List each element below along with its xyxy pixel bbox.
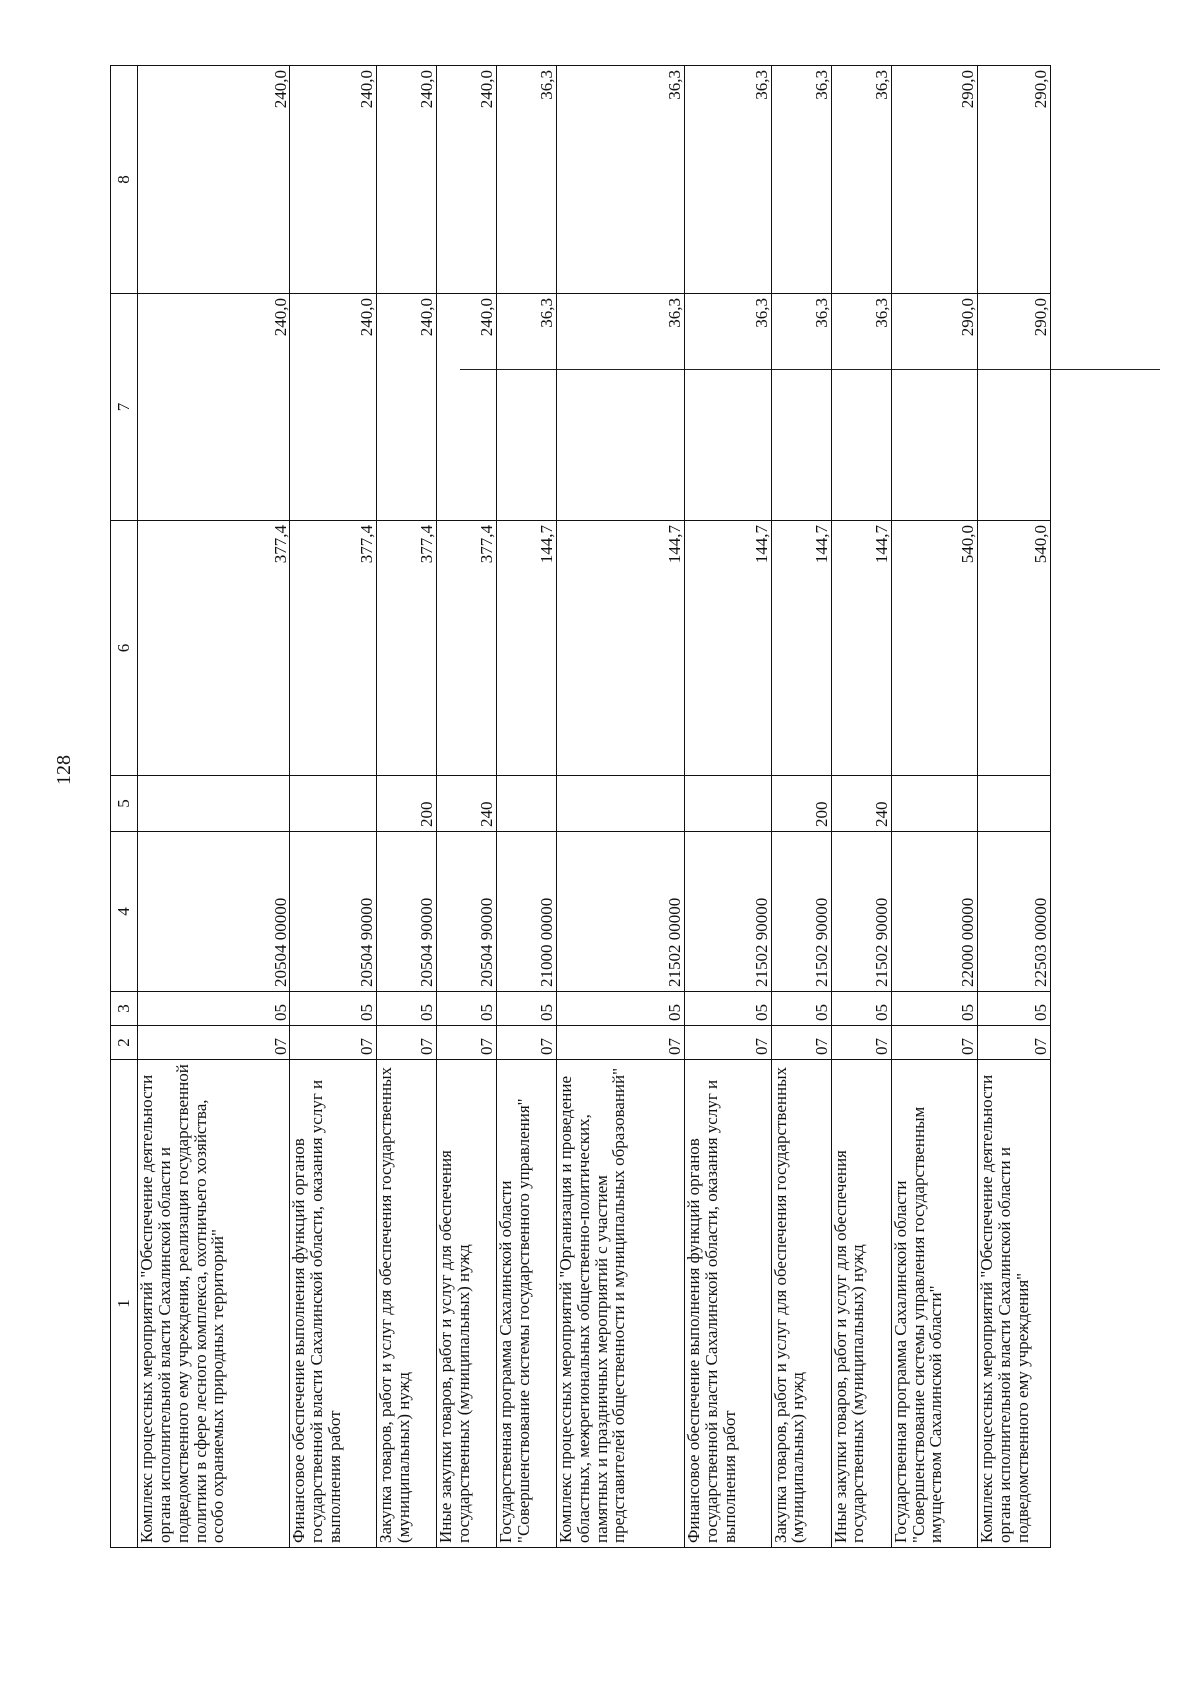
table-row (496, 66, 556, 1548)
cell-c5: 240 (831, 776, 891, 832)
cell-c4: 21502 00000 (556, 832, 684, 992)
cell-c7: 240,0 (138, 294, 290, 521)
cell-c4: 20504 90000 (436, 832, 496, 992)
cell-c7: 290,0 (891, 294, 978, 521)
row-name-cell: Закупка товаров, работ и услуг для обеспечения государственных (муниципальных) нужд (376, 1060, 436, 1548)
cell-c4: 20504 90000 (290, 832, 377, 992)
header-col-4: 4 (111, 832, 138, 992)
cell-c6: 377,4 (290, 521, 377, 776)
cell-c3: 05 (496, 992, 556, 1026)
cell-c3: 05 (891, 992, 978, 1026)
cell-c3: 05 (771, 992, 831, 1026)
cell-c4: 22000 00000 (891, 832, 978, 992)
header-col-6: 6 (111, 521, 138, 776)
row-name-cell: Иные закупки товаров, работ и услуг для обеспечения государственных (муниципальных) нужд (436, 1060, 496, 1548)
cell-c3: 05 (831, 992, 891, 1026)
cell-c4: 20504 00000 (138, 832, 290, 992)
cell-c8: 36,3 (685, 66, 772, 294)
table-body (138, 66, 1051, 1548)
table-row (978, 66, 1051, 1548)
cell-c7: 36,3 (556, 294, 684, 521)
cell-c2: 07 (978, 1026, 1051, 1060)
cell-c2: 07 (771, 1026, 831, 1060)
cell-c4: 21000 00000 (496, 832, 556, 992)
cell-c8: 240,0 (290, 66, 377, 294)
row-name-cell: Комплекс процессных мероприятий "Обеспечение деятельности органа исполнительной власти Сахалинской области и подведомственного ему учреждения, реализация государственной политики в сфере лесного комплекса, охотничьего хозяйства, особо охраняемых природных территорий" (138, 1060, 290, 1548)
row-name-cell: Комплекс процессных мероприятий "Обеспечение деятельности органа исполнительной власти Сахалинской области и подведомственного ему учреждения" (978, 1060, 1051, 1548)
cell-c7: 36,3 (771, 294, 831, 521)
cell-c3: 05 (556, 992, 684, 1026)
cell-c2: 07 (496, 1026, 556, 1060)
row-name-cell: Финансовое обеспечение выполнения функций органов государственной власти Сахалинской области, оказания услуг и выполнения работ (290, 1060, 377, 1548)
cell-c4: 22503 00000 (978, 832, 1051, 992)
budget-table (110, 65, 1051, 1548)
cell-c8: 290,0 (978, 66, 1051, 294)
cell-c6: 144,7 (771, 521, 831, 776)
page-number: 128 (53, 755, 75, 785)
table-row (556, 66, 684, 1548)
cell-c4: 21502 90000 (685, 832, 772, 992)
cell-c8: 36,3 (771, 66, 831, 294)
table-row (891, 66, 978, 1548)
cell-c6: 540,0 (891, 521, 978, 776)
cell-c8: 240,0 (436, 66, 496, 294)
cell-c7: 290,0 (978, 294, 1051, 521)
cell-c4: 21502 90000 (771, 832, 831, 992)
cell-c5 (496, 776, 556, 832)
table-row (376, 66, 436, 1548)
cell-c7: 36,3 (496, 294, 556, 521)
cell-c7: 240,0 (290, 294, 377, 521)
cell-c3: 05 (685, 992, 772, 1026)
cell-c2: 07 (891, 1026, 978, 1060)
cell-c6: 377,4 (436, 521, 496, 776)
table-row (685, 66, 772, 1548)
header-col-2: 2 (111, 1026, 138, 1060)
cell-c8: 36,3 (831, 66, 891, 294)
table-row (138, 66, 290, 1548)
cell-c5 (978, 776, 1051, 832)
cell-c7: 240,0 (376, 294, 436, 521)
cell-c8: 240,0 (376, 66, 436, 294)
header-col-8: 8 (111, 66, 138, 294)
cell-c2: 07 (831, 1026, 891, 1060)
cell-c6: 377,4 (138, 521, 290, 776)
cell-c6: 377,4 (376, 521, 436, 776)
cell-c2: 07 (138, 1026, 290, 1060)
table-row (436, 66, 496, 1548)
cell-c6: 144,7 (685, 521, 772, 776)
rotated-budget-table (110, 66, 1051, 1548)
cell-c6: 144,7 (556, 521, 684, 776)
cell-c8: 290,0 (891, 66, 978, 294)
cell-c5: 200 (376, 776, 436, 832)
cell-c2: 07 (290, 1026, 377, 1060)
header-row (111, 66, 138, 1548)
cell-c8: 36,3 (556, 66, 684, 294)
cell-c7: 36,3 (831, 294, 891, 521)
cell-c6: 144,7 (831, 521, 891, 776)
cell-c2: 07 (685, 1026, 772, 1060)
cell-c6: 144,7 (496, 521, 556, 776)
cell-c6: 540,0 (978, 521, 1051, 776)
row-name-cell: Государственная программа Сахалинской области "Совершенствование системы государственного управления" (496, 1060, 556, 1548)
cell-c5 (290, 776, 377, 832)
cell-c4: 21502 90000 (831, 832, 891, 992)
cell-c8: 240,0 (138, 66, 290, 294)
cell-c2: 07 (556, 1026, 684, 1060)
cell-c5: 200 (771, 776, 831, 832)
cell-c3: 05 (436, 992, 496, 1026)
cell-c4: 20504 90000 (376, 832, 436, 992)
cell-c5 (891, 776, 978, 832)
cell-c3: 05 (978, 992, 1051, 1026)
row-name-cell: Финансовое обеспечение выполнения функций органов государственной власти Сахалинской области, оказания услуг и выполнения работ (685, 1060, 772, 1548)
cell-c3: 05 (290, 992, 377, 1026)
cell-c8: 36,3 (496, 66, 556, 294)
cell-c3: 05 (138, 992, 290, 1026)
header-col-3: 3 (111, 992, 138, 1026)
table-row (831, 66, 891, 1548)
table-row (290, 66, 377, 1548)
row-name-cell: Комплекс процессных мероприятий "Организация и проведение областных, межрегиональных общественно-политических, памятных и праздничных мероприятий с участием представителей общественности и муниципальных образований" (556, 1060, 684, 1548)
cell-c7: 36,3 (685, 294, 772, 521)
cell-c2: 07 (436, 1026, 496, 1060)
table-row (771, 66, 831, 1548)
cell-c5 (556, 776, 684, 832)
cell-c2: 07 (376, 1026, 436, 1060)
cell-c5 (138, 776, 290, 832)
cell-c5 (685, 776, 772, 832)
header-col-7: 7 (111, 294, 138, 521)
header-col-5: 5 (111, 776, 138, 832)
row-name-cell: Государственная программа Сахалинской области "Совершенствование системы управления государственным имуществом Сахалинской области" (891, 1060, 978, 1548)
cell-c3: 05 (376, 992, 436, 1026)
cell-c7: 240,0 (436, 294, 496, 521)
header-col-1: 1 (111, 1060, 138, 1548)
row-name-cell: Иные закупки товаров, работ и услуг для обеспечения государственных (муниципальных) нужд (831, 1060, 891, 1548)
cell-c5: 240 (436, 776, 496, 832)
row-name-cell: Закупка товаров, работ и услуг для обеспечения государственных (муниципальных) нужд (771, 1060, 831, 1548)
